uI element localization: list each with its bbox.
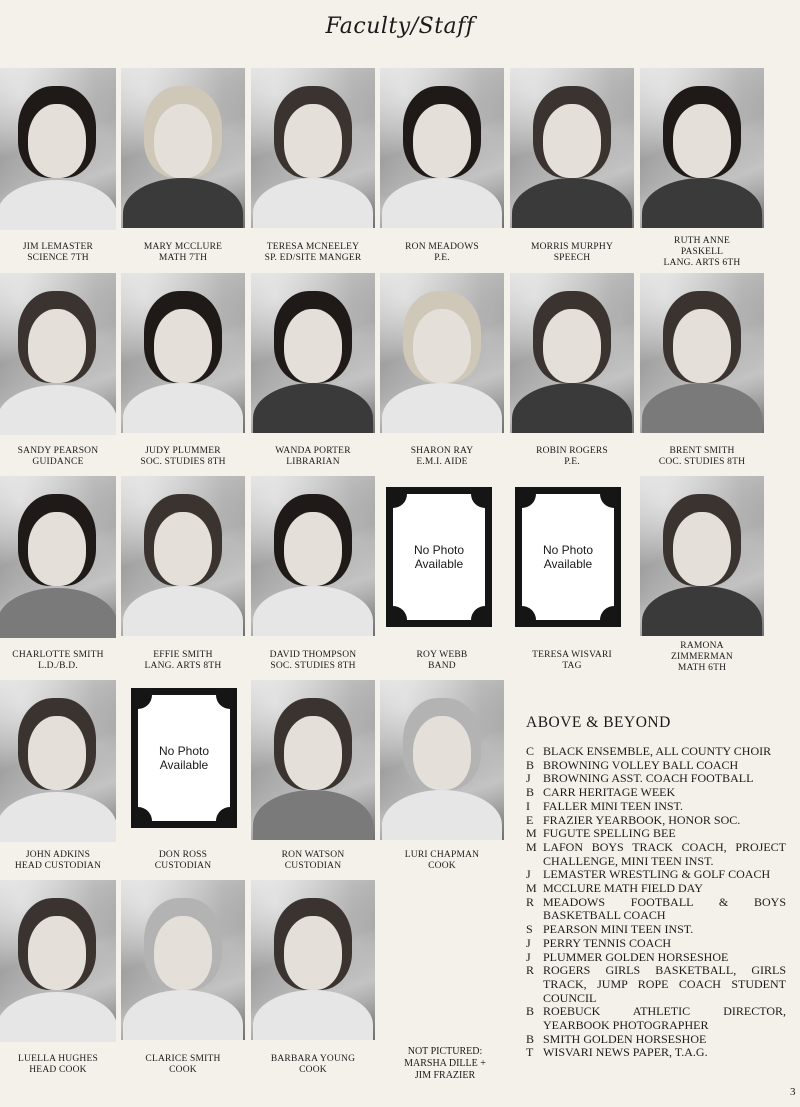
not-pictured-note bbox=[380, 1046, 510, 1082]
list-item bbox=[526, 772, 786, 786]
portrait-photo bbox=[251, 680, 375, 840]
portrait-photo bbox=[121, 476, 245, 636]
staff-role: MATH 7TH bbox=[158, 253, 208, 263]
item-text: PERRY TENNIS COACH bbox=[543, 935, 672, 950]
staff-caption bbox=[0, 446, 128, 468]
staff-name: RUTH ANNE PASKELL bbox=[674, 236, 730, 257]
item-code: S bbox=[526, 922, 533, 937]
staff-caption bbox=[243, 1054, 383, 1076]
staff-name: LURI CHAPMAN bbox=[404, 850, 480, 860]
staff-name: BARBARA YOUNG bbox=[270, 1054, 356, 1064]
staff-caption bbox=[502, 650, 642, 672]
list-item bbox=[526, 759, 786, 773]
item-code: R bbox=[526, 894, 535, 909]
staff-caption bbox=[372, 446, 512, 468]
item-code: R bbox=[526, 963, 535, 978]
portrait-photo bbox=[251, 880, 375, 1040]
list-item bbox=[526, 786, 786, 800]
item-text: MEADOWS FOOTBALL & BOYS BASKETBALL COACH bbox=[543, 894, 786, 923]
item-code: B bbox=[526, 1031, 535, 1046]
item-code: B bbox=[526, 785, 535, 800]
item-code: J bbox=[526, 867, 531, 882]
no-photo-label: No Photo Available bbox=[542, 543, 594, 571]
staff-role: MATH 6TH bbox=[677, 663, 727, 673]
portrait-photo bbox=[121, 68, 245, 228]
above-beyond-title: ABOVE & BEYOND bbox=[526, 714, 671, 731]
staff-caption bbox=[113, 650, 253, 672]
staff-caption bbox=[632, 236, 772, 269]
item-text: FALLER MINI TEEN INST. bbox=[543, 798, 683, 813]
staff-name: DAVID THOMPSON bbox=[269, 650, 357, 660]
item-text: LEMASTER WRESTLING & GOLF COACH bbox=[543, 867, 771, 882]
staff-role: COOK bbox=[169, 1065, 197, 1075]
frame-corner bbox=[393, 606, 407, 620]
item-text: BROWNING ASST. COACH FOOTBALL bbox=[543, 771, 754, 786]
staff-name: MARY MCCLURE bbox=[143, 242, 223, 252]
no-photo-placeholder bbox=[386, 487, 492, 627]
item-text: ROEBUCK ATHLETIC DIRECTOR, YEARBOOK PHOTOGRAPHER bbox=[543, 1004, 786, 1033]
list-item bbox=[526, 1046, 786, 1060]
staff-role: LANG. ARTS 8TH bbox=[144, 661, 222, 671]
not-pictured-names-2: JIM FRAZIER bbox=[414, 1070, 476, 1081]
staff-name: MORRIS MURPHY bbox=[530, 242, 614, 252]
frame-corner bbox=[522, 606, 536, 620]
portrait-photo bbox=[0, 476, 116, 638]
list-item bbox=[526, 951, 786, 965]
list-item bbox=[526, 827, 786, 841]
item-code: M bbox=[526, 881, 537, 896]
item-code: I bbox=[526, 798, 530, 813]
portrait-photo bbox=[510, 68, 634, 228]
no-photo-label: No Photo Available bbox=[158, 744, 210, 772]
staff-name: TERESA MCNEELEY bbox=[266, 242, 360, 252]
no-photo-placeholder bbox=[131, 688, 237, 828]
staff-role: BAND bbox=[428, 661, 456, 671]
list-item bbox=[526, 1033, 786, 1047]
staff-name: RON MEADOWS bbox=[405, 242, 479, 252]
staff-name: CHARLOTTE SMITH bbox=[12, 650, 104, 660]
staff-role: P.E. bbox=[564, 457, 580, 467]
staff-caption bbox=[113, 850, 253, 872]
staff-name: LUELLA HUGHES bbox=[18, 1054, 98, 1064]
item-text: BROWNING VOLLEY BALL COACH bbox=[543, 757, 739, 772]
item-text: PEARSON MINI TEEN INST. bbox=[543, 922, 694, 937]
portrait-photo bbox=[640, 273, 764, 433]
item-code: B bbox=[526, 1004, 535, 1019]
staff-caption bbox=[0, 650, 128, 672]
page-number: 3 bbox=[790, 1086, 796, 1098]
staff-caption bbox=[372, 650, 512, 672]
portrait-photo bbox=[0, 680, 116, 842]
list-item bbox=[526, 814, 786, 828]
staff-caption bbox=[243, 446, 383, 468]
staff-role: COOK bbox=[299, 1065, 327, 1075]
staff-name: CLARICE SMITH bbox=[145, 1054, 221, 1064]
staff-name: TERESA WISVARI bbox=[532, 650, 612, 660]
staff-role: CUSTODIAN bbox=[154, 861, 212, 871]
staff-role: LANG. ARTS 6TH bbox=[663, 258, 741, 268]
staff-name: SHARON RAY bbox=[410, 446, 474, 456]
item-text: FUGUTE SPELLING BEE bbox=[543, 826, 676, 841]
portrait-photo bbox=[251, 476, 375, 636]
staff-name: DON ROSS bbox=[158, 850, 208, 860]
staff-role: E.M.I. AIDE bbox=[416, 457, 468, 467]
staff-name: ROY WEBB bbox=[416, 650, 468, 660]
portrait-photo bbox=[640, 476, 764, 636]
item-code: E bbox=[526, 812, 534, 827]
frame-corner bbox=[471, 494, 485, 508]
staff-caption bbox=[372, 242, 512, 264]
staff-name: EFFIE SMITH bbox=[153, 650, 213, 660]
staff-role: CUSTODIAN bbox=[284, 861, 342, 871]
item-text: ROGERS GIRLS BASKETBALL, GIRLS TRACK, JUMP ROPE COACH STUDENT COUNCIL bbox=[543, 963, 786, 1005]
staff-name: WANDA PORTER bbox=[275, 446, 351, 456]
staff-name: JUDY PLUMMER bbox=[145, 446, 221, 456]
frame-corner bbox=[600, 494, 614, 508]
staff-caption bbox=[0, 1054, 128, 1076]
frame-corner bbox=[471, 606, 485, 620]
item-text: FRAZIER YEARBOOK, HONOR SOC. bbox=[543, 812, 741, 827]
staff-role: LIBRARIAN bbox=[286, 457, 340, 467]
item-code: C bbox=[526, 744, 535, 758]
staff-name: BRENT SMITH bbox=[669, 446, 735, 456]
staff-role: COC. STUDIES 8TH bbox=[658, 457, 746, 467]
list-item bbox=[526, 964, 786, 1005]
staff-name: JOHN ADKINS bbox=[25, 850, 91, 860]
staff-role: P.E. bbox=[434, 253, 450, 263]
page-title: Faculty/Staff bbox=[325, 14, 475, 39]
staff-role: GUIDANCE bbox=[32, 457, 84, 467]
item-text: LAFON BOYS TRACK COACH, PROJECT CHALLENGE, MINI TEEN INST. bbox=[543, 839, 786, 868]
staff-role: HEAD CUSTODIAN bbox=[14, 861, 102, 871]
no-photo-placeholder bbox=[515, 487, 621, 627]
list-item bbox=[526, 745, 786, 759]
item-text: MCCLURE MATH FIELD DAY bbox=[543, 881, 703, 896]
staff-name: RON WATSON bbox=[281, 850, 345, 860]
no-photo-label: No Photo Available bbox=[413, 543, 465, 571]
list-item bbox=[526, 868, 786, 882]
list-item bbox=[526, 800, 786, 814]
frame-corner bbox=[216, 695, 230, 709]
staff-caption bbox=[502, 242, 642, 264]
portrait-photo bbox=[251, 273, 375, 433]
staff-role: SPEECH bbox=[553, 253, 591, 263]
staff-name: JIM LEMASTER bbox=[22, 242, 94, 252]
frame-corner bbox=[138, 807, 152, 821]
staff-role: SOC. STUDIES 8TH bbox=[140, 457, 226, 467]
above-beyond-list bbox=[526, 745, 786, 1060]
frame-corner bbox=[138, 695, 152, 709]
not-pictured-names: MARSHA DILLE + bbox=[404, 1058, 486, 1069]
portrait-photo bbox=[380, 273, 504, 433]
item-code: M bbox=[526, 839, 537, 854]
staff-caption bbox=[113, 446, 253, 468]
list-item bbox=[526, 882, 786, 896]
portrait-photo bbox=[380, 680, 504, 840]
frame-corner bbox=[522, 494, 536, 508]
staff-caption bbox=[113, 242, 253, 264]
item-code: J bbox=[526, 949, 531, 964]
portrait-photo bbox=[380, 68, 504, 228]
portrait-photo bbox=[0, 880, 116, 1042]
staff-caption bbox=[632, 446, 772, 468]
staff-role: TAG bbox=[562, 661, 582, 671]
staff-caption bbox=[0, 850, 128, 872]
portrait-photo bbox=[510, 273, 634, 433]
item-code: M bbox=[526, 826, 537, 841]
staff-role: COOK bbox=[428, 861, 456, 871]
staff-caption bbox=[372, 850, 512, 872]
staff-name: SANDY PEARSON bbox=[17, 446, 99, 456]
staff-role: SOC. STUDIES 8TH bbox=[270, 661, 356, 671]
item-code: J bbox=[526, 771, 531, 786]
portrait-photo bbox=[0, 273, 116, 435]
staff-caption bbox=[502, 446, 642, 468]
staff-caption bbox=[243, 850, 383, 872]
staff-caption bbox=[243, 650, 383, 672]
item-code: B bbox=[526, 757, 535, 772]
portrait-photo bbox=[121, 273, 245, 433]
not-pictured-label: NOT PICTURED: bbox=[407, 1046, 483, 1057]
list-item bbox=[526, 937, 786, 951]
staff-name: ROBIN ROGERS bbox=[536, 446, 608, 456]
portrait-photo bbox=[251, 68, 375, 228]
staff-caption bbox=[113, 1054, 253, 1076]
staff-role: SCIENCE 7TH bbox=[27, 253, 89, 263]
portrait-photo bbox=[0, 68, 116, 230]
frame-corner bbox=[216, 807, 230, 821]
staff-name: RAMONA ZIMMERMAN bbox=[671, 641, 733, 662]
item-text: CARR HERITAGE WEEK bbox=[543, 785, 676, 800]
item-text: WISVARI NEWS PAPER, T.A.G. bbox=[543, 1045, 708, 1060]
item-code: J bbox=[526, 935, 531, 950]
frame-corner bbox=[393, 494, 407, 508]
list-item bbox=[526, 896, 786, 923]
item-text: BLACK ENSEMBLE, ALL COUNTY CHOIR bbox=[543, 744, 772, 758]
staff-caption bbox=[243, 242, 383, 264]
staff-role: SP. ED/SITE MANGER bbox=[264, 253, 362, 263]
staff-caption bbox=[632, 641, 772, 674]
staff-role: L.D./B.D. bbox=[38, 661, 78, 671]
list-item bbox=[526, 923, 786, 937]
staff-caption bbox=[0, 242, 128, 264]
list-item bbox=[526, 1005, 786, 1032]
portrait-photo bbox=[640, 68, 764, 228]
item-text: SMITH GOLDEN HORSESHOE bbox=[543, 1031, 707, 1046]
frame-corner bbox=[600, 606, 614, 620]
item-text: PLUMMER GOLDEN HORSESHOE bbox=[543, 949, 729, 964]
list-item bbox=[526, 841, 786, 868]
staff-role: HEAD COOK bbox=[29, 1065, 87, 1075]
item-code: T bbox=[526, 1045, 534, 1060]
portrait-photo bbox=[121, 880, 245, 1040]
